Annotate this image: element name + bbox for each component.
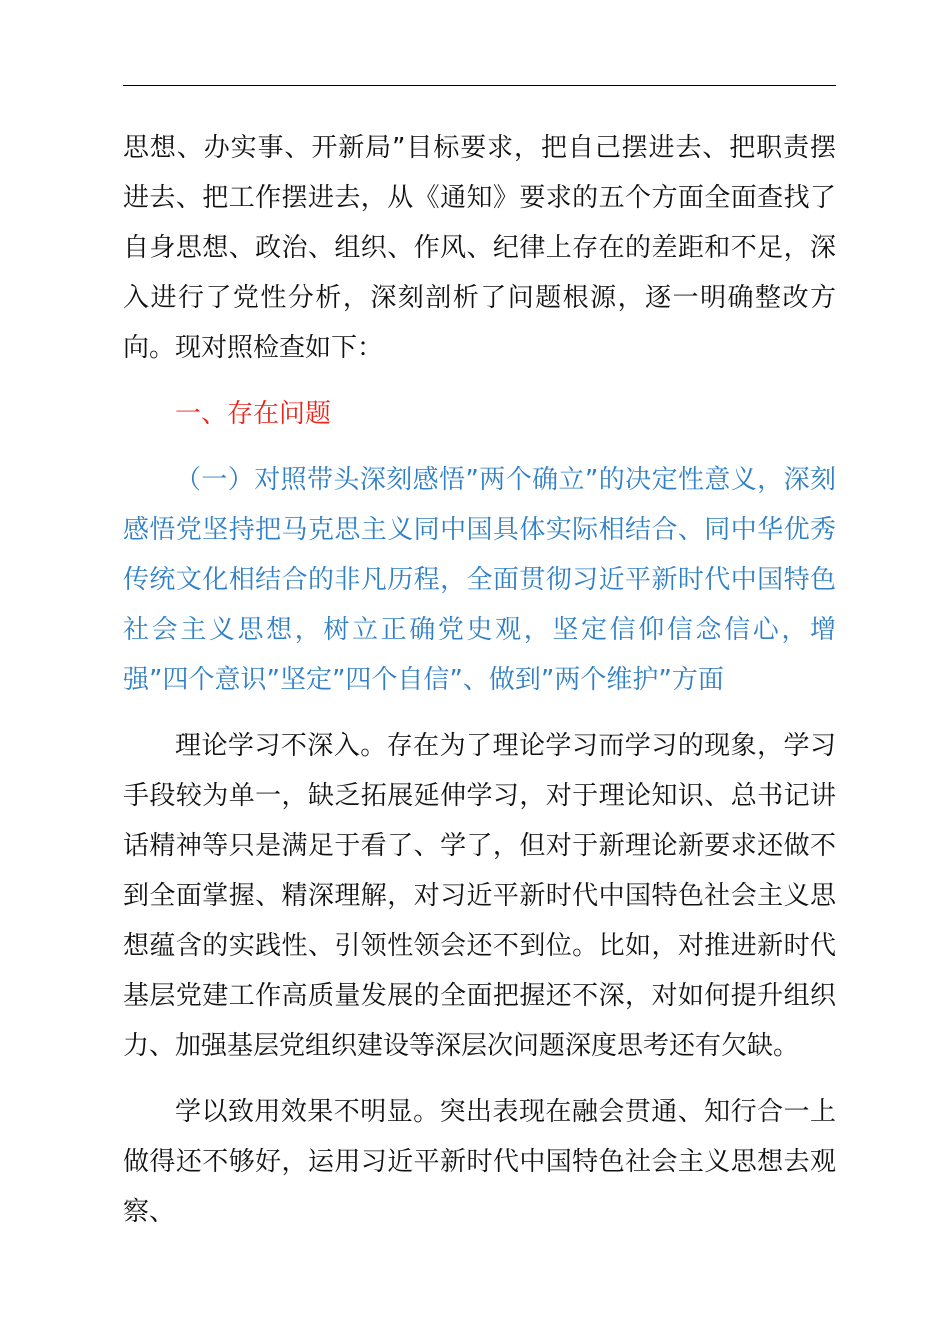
body-paragraph-2: 学以致用效果不明显。突出表现在融会贯通、知行合一上做得还不够好，运用习近平新时代中国特色社会主义思想去观察、 — [123, 1097, 836, 1227]
document-body — [123, 123, 836, 1237]
header-rule — [123, 85, 836, 86]
body-paragraph-1: 理论学习不深入。存在为了理论学习而学习的现象，学习手段较为单一，缺乏拓展延伸学习，对于理论知识、总书记讲话精神等只是满足于看了、学了，但对于新理论新要求还做不到全面掌握、精深理解，对习近平新时代中国特色社会主义思想蕴含的实践性、引领性领会还不到位。比如，对推进新时代基层党建工作高质量发展的全面把握还不深，对如何提升组织力、加强基层党组织建设等深层次问题深度思考还有欠缺。 — [123, 731, 836, 1061]
section-heading: 一、存在问题 — [175, 399, 332, 429]
subsection-heading: （一）对照带头深刻感悟”两个确立”的决定性意义，深刻感悟党坚持把马克思主义同中国具体实际相结合、同中华优秀传统文化相结合的非凡历程，全面贯彻习近平新时代中国特色社会主义思想，树立正确党史观，坚定信仰信念信心，增强”四个意识”坚定”四个自信”、做到”两个维护”方面 — [123, 465, 836, 695]
intro-paragraph: 思想、办实事、开新局”目标要求，把自己摆进去、把职责摆进去、把工作摆进去，从《通知》要求的五个方面全面查找了自身思想、政治、组织、作风、纪律上存在的差距和不足，深入进行了党性分析，深刻剖析了问题根源，逐一明确整改方向。现对照检查如下： — [123, 133, 836, 363]
